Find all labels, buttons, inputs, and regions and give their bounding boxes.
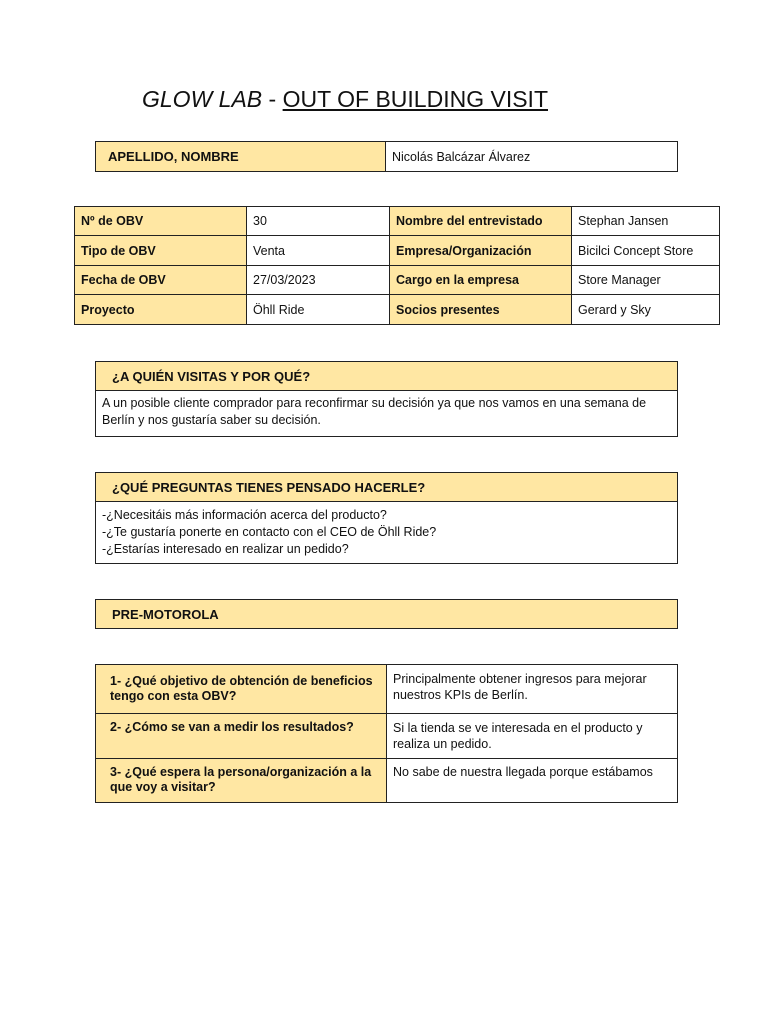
name-value: Nicolás Balcázar Álvarez <box>386 142 678 172</box>
info-value: Öhll Ride <box>247 295 390 325</box>
info-label: Empresa/Organización <box>390 236 572 266</box>
info-row <box>75 266 720 295</box>
info-value: Gerard y Sky <box>572 295 720 325</box>
motorola-answer: Si la tienda se ve interesada en el producto y realiza un pedido. <box>387 714 678 759</box>
pre-motorola-section <box>95 599 678 629</box>
motorola-table <box>95 664 678 803</box>
who-text: A un posible cliente comprador para reconfirmar su decisión ya que nos vamos en una semana de Berlín y nos gustaría saber su decisión. <box>102 396 647 427</box>
info-row <box>75 295 720 325</box>
question-item: -¿Estarías interesado en realizar un pedido? <box>102 542 349 556</box>
pre-motorola-heading: PRE-MOTOROLA <box>96 600 677 628</box>
info-label: Socios presentes <box>390 295 572 325</box>
motorola-answer: No sabe de nuestra llegada porque estábamos <box>387 759 678 803</box>
questions-section <box>95 472 678 564</box>
info-label: Nombre del entrevistado <box>390 207 572 236</box>
motorola-row <box>96 714 678 759</box>
info-label: Fecha de OBV <box>75 266 247 295</box>
question-item: -¿Necesitáis más información acerca del producto? <box>102 508 387 522</box>
info-label: Proyecto <box>75 295 247 325</box>
motorola-answer: Principalmente obtener ingresos para mejorar nuestros KPIs de Berlín. <box>387 665 678 714</box>
name-label: APELLIDO, NOMBRE <box>96 142 386 172</box>
info-row <box>75 236 720 266</box>
info-value: Bicilci Concept Store <box>572 236 720 266</box>
page-title <box>142 86 548 113</box>
title-brand: GLOW LAB <box>142 86 263 112</box>
name-table <box>95 141 678 172</box>
info-label: Nº de OBV <box>75 207 247 236</box>
title-dash: - <box>262 86 283 112</box>
info-label: Tipo de OBV <box>75 236 247 266</box>
who-heading: ¿A QUIÉN VISITAS Y POR QUÉ? <box>96 362 677 391</box>
motorola-question: 3- ¿Qué espera la persona/organización a la que voy a visitar? <box>96 759 387 803</box>
info-label: Cargo en la empresa <box>390 266 572 295</box>
title-subtitle: OUT OF BUILDING VISIT <box>282 86 548 112</box>
info-row <box>75 207 720 236</box>
motorola-question: 2- ¿Cómo se van a medir los resultados? <box>96 714 387 759</box>
motorola-question: 1- ¿Qué objetivo de obtención de beneficios tengo con esta OBV? <box>96 665 387 714</box>
who-section <box>95 361 678 437</box>
info-value: 27/03/2023 <box>247 266 390 295</box>
info-table <box>74 206 720 325</box>
info-value: Store Manager <box>572 266 720 295</box>
info-value: 30 <box>247 207 390 236</box>
questions-heading: ¿QUÉ PREGUNTAS TIENES PENSADO HACERLE? <box>96 473 677 502</box>
info-value: Venta <box>247 236 390 266</box>
question-item: -¿Te gustaría ponerte en contacto con el CEO de Öhll Ride? <box>102 525 437 539</box>
info-value: Stephan Jansen <box>572 207 720 236</box>
motorola-row <box>96 665 678 714</box>
motorola-row <box>96 759 678 803</box>
